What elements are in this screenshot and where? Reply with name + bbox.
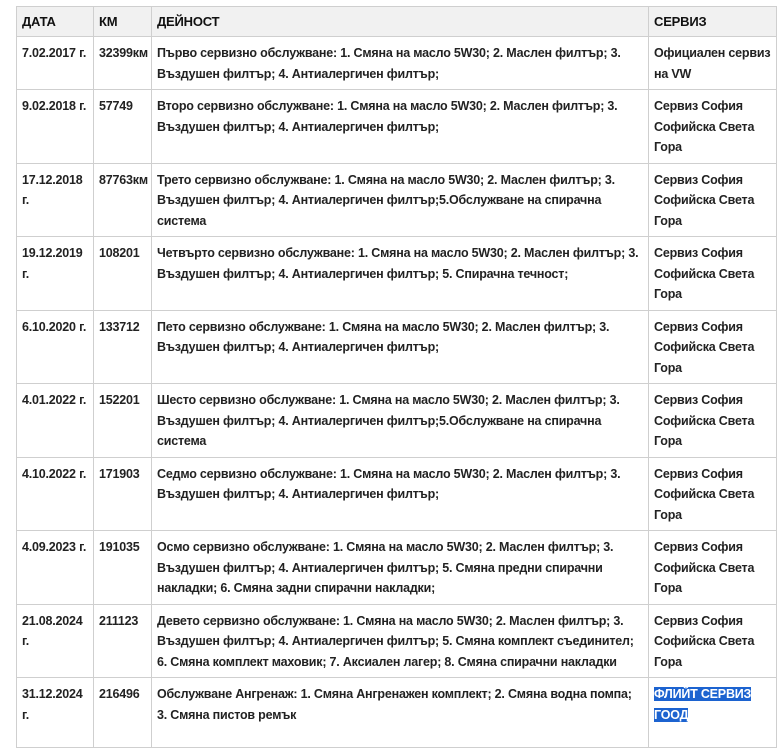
table-row [17,37,777,90]
cell-date: 9.02.2018 г. [17,90,94,164]
cell-activity: Седмо сервизно обслужване: 1. Смяна на масло 5W30; 2. Маслен филтър; 3. Въздушен филтър; 4. Антиалергичен филтър; [152,457,649,531]
cell-km: 171903 [94,457,152,531]
cell-service: Сервиз София Софийска Света Гора [649,604,777,678]
cell-km: 216496 [94,678,152,748]
cell-service: Сервиз София Софийска Света Гора [649,310,777,384]
cell-service: Сервиз София Софийска Света Гора [649,457,777,531]
cell-activity: Обслужване Ангренаж: 1. Смяна Ангренажен комплект; 2. Смяна водна помпа; 3. Смяна пистов ремък [152,678,649,748]
table-row [17,531,777,605]
cell-km: 108201 [94,237,152,311]
cell-km: 32399км [94,37,152,90]
cell-km: 133712 [94,310,152,384]
table-row [17,237,777,311]
cell-service[interactable] [649,678,777,748]
cell-activity: Трето сервизно обслужване: 1. Смяна на масло 5W30; 2. Маслен филтър; 3. Въздушен филтър; 4. Антиалергичен филтър;5.Обслужване на спирачна система [152,163,649,237]
cell-activity: Четвърто сервизно обслужване: 1. Смяна на масло 5W30; 2. Маслен филтър; 3. Въздушен филтър; 4. Антиалергичен филтър; 5. Спирачна течност; [152,237,649,311]
cell-service: Сервиз София Софийска Света Гора [649,384,777,458]
table-row [17,457,777,531]
table-header-row [17,7,777,37]
selected-service-text[interactable]: ФЛИЙТ СЕРВИЗ ГООД [654,687,752,722]
cell-service: Официален сервиз на VW [649,37,777,90]
cell-date: 7.02.2017 г. [17,37,94,90]
table-row [17,163,777,237]
cell-date: 31.12.2024 г. [17,678,94,748]
cell-activity: Девето сервизно обслужване: 1. Смяна на масло 5W30; 2. Маслен филтър; 3. Въздушен филтър; 4. Антиалергичен филтър; 5. Смяна комплект съединител; 6. Смяна комплект маховик; 7. Аксиален лагер; 8. Смяна спирачни накладки [152,604,649,678]
cell-service: Сервиз София Софийска Света Гора [649,163,777,237]
header-activity: ДЕЙНОСТ [152,7,649,37]
cell-date: 17.12.2018 г. [17,163,94,237]
cell-service: Сервиз София Софийска Света Гора [649,90,777,164]
table-row [17,678,777,748]
cell-km: 57749 [94,90,152,164]
service-log-table [16,6,777,748]
cell-km: 191035 [94,531,152,605]
table-row [17,384,777,458]
cell-activity: Пето сервизно обслужване: 1. Смяна на масло 5W30; 2. Маслен филтър; 3. Въздушен филтър; 4. Антиалергичен филтър; [152,310,649,384]
cell-service: Сервиз София Софийска Света Гора [649,531,777,605]
header-service: СЕРВИЗ [649,7,777,37]
cell-activity: Шесто сервизно обслужване: 1. Смяна на масло 5W30; 2. Маслен филтър; 3. Въздушен филтър; 4. Антиалергичен филтър;5.Обслужване на спирачна система [152,384,649,458]
cell-date: 4.09.2023 г. [17,531,94,605]
header-date: ДАТА [17,7,94,37]
cell-date: 4.01.2022 г. [17,384,94,458]
cell-date: 19.12.2019 г. [17,237,94,311]
table-row [17,604,777,678]
cell-km: 152201 [94,384,152,458]
cell-date: 4.10.2022 г. [17,457,94,531]
table-row [17,310,777,384]
cell-activity: Второ сервизно обслужване: 1. Смяна на масло 5W30; 2. Маслен филтър; 3. Въздушен филтър; 4. Антиалергичен филтър; [152,90,649,164]
header-km: КМ [94,7,152,37]
cell-activity: Първо сервизно обслужване: 1. Смяна на масло 5W30; 2. Маслен филтър; 3. Въздушен филтър; 4. Антиалергичен филтър; [152,37,649,90]
cell-date: 21.08.2024 г. [17,604,94,678]
table-row [17,90,777,164]
cell-service: Сервиз София Софийска Света Гора [649,237,777,311]
cell-activity: Осмо сервизно обслужване: 1. Смяна на масло 5W30; 2. Маслен филтър; 3. Въздушен филтър; 4. Антиалергичен филтър; 5. Смяна предни спирачни накладки; 6. Смяна задни спирачни накладки; [152,531,649,605]
cell-km: 211123 [94,604,152,678]
cell-km: 87763км [94,163,152,237]
cell-date: 6.10.2020 г. [17,310,94,384]
